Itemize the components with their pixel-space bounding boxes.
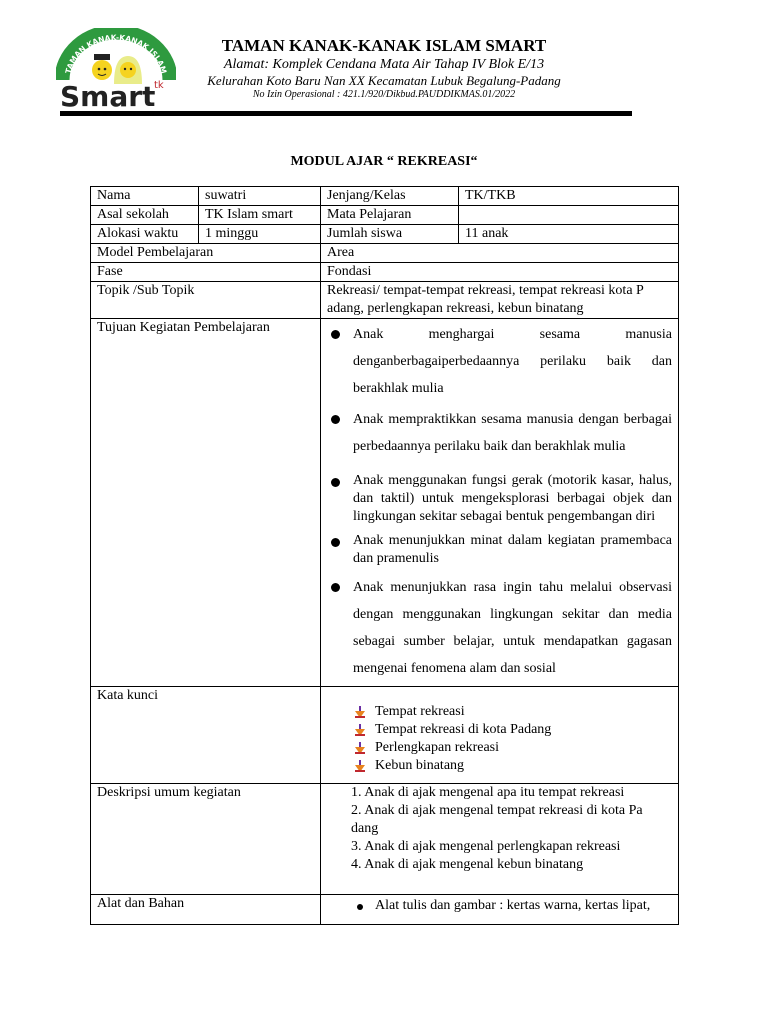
cell-label: Topik /Sub Topik [91,282,321,319]
list-item: 1. Anak di ajak mengenal apa itu tempat rekreasi [351,785,625,800]
kata-kunci-cell [321,687,679,784]
cell-label: Deskripsi umum kegiatan [91,784,321,895]
cell-value: Area [321,244,679,263]
list-item [351,739,672,757]
list-item: 4. Anak di ajak mengenal kebun binatang [351,857,584,872]
table-row [91,225,679,244]
bullet-icon [331,330,340,339]
table-row [91,187,679,206]
bullet-icon [331,583,340,592]
cell-label: Kata kunci [91,687,321,784]
list-item [327,574,672,682]
deskripsi-cell [321,784,679,895]
logo-word: Smart [60,80,156,110]
list-item [327,532,672,568]
cell-label: Fase [91,263,321,282]
table-row [91,895,679,925]
cell-value: Rekreasi/ tempat-tempat rekreasi, tempat rekreasi kota P adang, perlengkapan rekreasi, kebun binatang [321,282,679,319]
document-title: MODUL AJAR “ REKREASI“ [290,154,478,169]
cell-label: Alokasi waktu [91,225,199,244]
list-item [327,406,672,460]
table-row [91,244,679,263]
cell-label: Alat dan Bahan [91,895,321,925]
list-item-text: Alat tulis dan gambar : kertas warna, kertas lipat, [375,898,651,913]
list-item-text: Perlengkapan rekreasi [375,740,499,755]
list-item [351,721,672,739]
arrow-down-icon [355,760,365,772]
school-logo [56,28,176,110]
bullet-icon [331,415,340,424]
cell-value: TK Islam smart [199,206,321,225]
cell-value: suwatri [199,187,321,206]
list-item-text: Anak menggunakan fungsi gerak (motorik kasar, halus, dan taktil) untuk mengeksplorasi berbagai objek dan lingkungan sekitar sebagai bentuk pengembangan diri [353,473,672,524]
arrow-down-icon [355,724,365,736]
list-item [351,703,672,721]
module-table [90,186,679,925]
cell-label: Jumlah siswa [321,225,459,244]
cell-value: 11 anak [459,225,679,244]
table-row [91,206,679,225]
cell-value: Fondasi [321,263,679,282]
bullet-icon [331,478,340,487]
list-item-text: Anak mempraktikkan sesama manusia dengan berbagai perbedaannya perilaku baik dan berakhlak mulia [353,412,672,454]
list-item [351,897,672,915]
table-row [91,282,679,319]
list-item-text: Anak menunjukkan minat dalam kegiatan pramembaca dan pramenulis [353,533,672,566]
table-row [91,784,679,895]
list-item: 2. Anak di ajak mengenal tempat rekreasi di kota Pa dang [351,803,643,836]
tujuan-cell [321,319,679,687]
cell-label: Model Pembelajaran [91,244,321,263]
bullet-icon [357,904,363,910]
cell-label: Jenjang/Kelas [321,187,459,206]
list-item-text: Kebun binatang [375,758,465,773]
cell-value: TK/TKB [459,187,679,206]
logo-tm: tk [154,80,164,91]
cell-value: 1 minggu [199,225,321,244]
alat-cell [321,895,679,925]
cell-label: Mata Pelajaran [321,206,459,225]
list-item [351,757,672,775]
list-item [327,321,672,402]
logo-arc-text: TAMAN KANAK-KANAK ISLAM [63,32,169,75]
list-item-text: Tempat rekreasi [375,704,465,719]
deskripsi-list [327,784,672,874]
arrow-down-icon [355,706,365,718]
bullet-icon [331,538,340,547]
arrow-down-icon [355,742,365,754]
school-name: TAMAN KANAK-KANAK ISLAM SMART [221,36,547,55]
tujuan-list [327,321,672,682]
list-item-text: Anak menghargai sesama manusia denganberbagaiperbedaannya perilaku baik dan berakhlak mulia [353,327,672,396]
school-address: Alamat: Komplek Cendana Mata Air Tahap IV Blok E/13 [223,57,545,72]
cell-value [459,206,679,225]
list-item-text: Tempat rekreasi di kota Padang [375,722,552,737]
school-kelurahan: Kelurahan Koto Baru Nan XX Kecamatan Lubuk Begalung-Padang [207,73,561,88]
letterhead-rule [60,111,632,116]
cell-label: Tujuan Kegiatan Pembelajaran [91,319,321,687]
alat-list [327,897,672,915]
cell-label: Asal sekolah [91,206,199,225]
list-item [327,472,672,526]
table-row [91,319,679,687]
table-row [91,263,679,282]
list-item: 3. Anak di ajak mengenal perlengkapan rekreasi [351,839,621,854]
letterhead [184,36,584,101]
school-izin: No Izin Operasional : 421.1/920/Dikbud.PAUDDIKMAS.01/2022 [252,89,516,100]
kata-kunci-list [327,703,672,775]
list-item-text: Anak menunjukkan rasa ingin tahu melalui observasi dengan menggunakan lingkungan sekitar dan media sebagai sumber belajar, untuk mendapatkan gagasan mengenai fenomena alam dan sosial [353,580,672,676]
cell-label: Nama [91,187,199,206]
table-row [91,687,679,784]
